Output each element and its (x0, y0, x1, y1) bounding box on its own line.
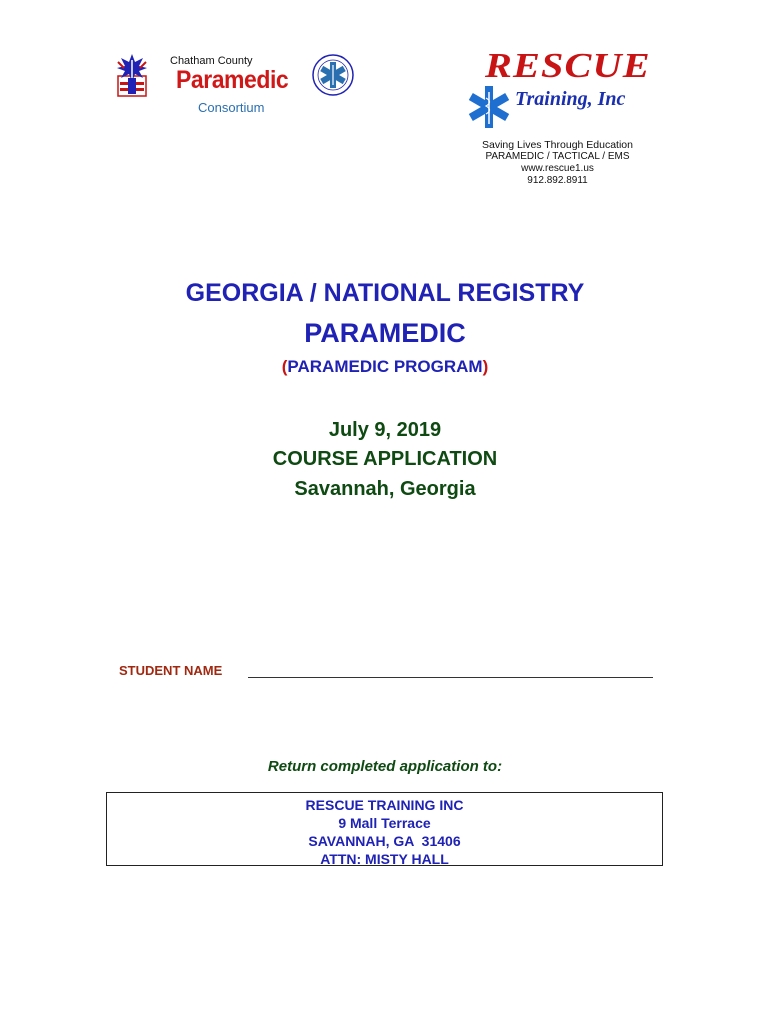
chatham-flag-icon (110, 52, 154, 98)
address-line: ATTN: MISTY HALL (320, 851, 449, 867)
address-line: SAVANNAH, GA 31406 (308, 833, 461, 849)
course-type: COURSE APPLICATION (272, 448, 498, 470)
program-subtitle (0, 357, 770, 377)
consortium-label: Consortium (198, 100, 265, 115)
course-location: Savannah, Georgia (294, 478, 476, 500)
paramedic-logo-text: Paramedic (176, 66, 289, 94)
address-line: RESCUE TRAINING INC (305, 797, 464, 813)
return-label: Return completed application to: (267, 758, 503, 775)
student-name-field[interactable] (248, 663, 653, 678)
course-date: July 9, 2019 (328, 419, 442, 441)
paren-close: ) (482, 357, 489, 376)
rescue-website: www.rescue1.us (521, 163, 594, 174)
program-subtitle-text: PARAMEDIC PROGRAM (287, 357, 483, 376)
training-inc-text: Training, Inc (515, 88, 626, 110)
rescue-services: PARAMEDIC / TACTICAL / EMS (485, 151, 630, 162)
return-address-box (106, 792, 663, 866)
star-of-life-seal-icon (311, 53, 355, 97)
star-of-life-icon (468, 82, 510, 132)
rescue-brand-text: RESCUE (485, 46, 651, 85)
rescue-tagline: Saving Lives Through Education (482, 139, 633, 151)
title-line-1: GEORGIA / NATIONAL REGISTRY (185, 279, 585, 307)
rescue-phone: 912.892.8911 (527, 175, 588, 186)
student-name-label: STUDENT NAME (119, 663, 223, 678)
title-line-2: PARAMEDIC (304, 318, 466, 348)
paren-open: ( (281, 357, 288, 376)
county-label: Chatham County (170, 55, 253, 67)
address-line: 9 Mall Terrace (338, 815, 431, 831)
